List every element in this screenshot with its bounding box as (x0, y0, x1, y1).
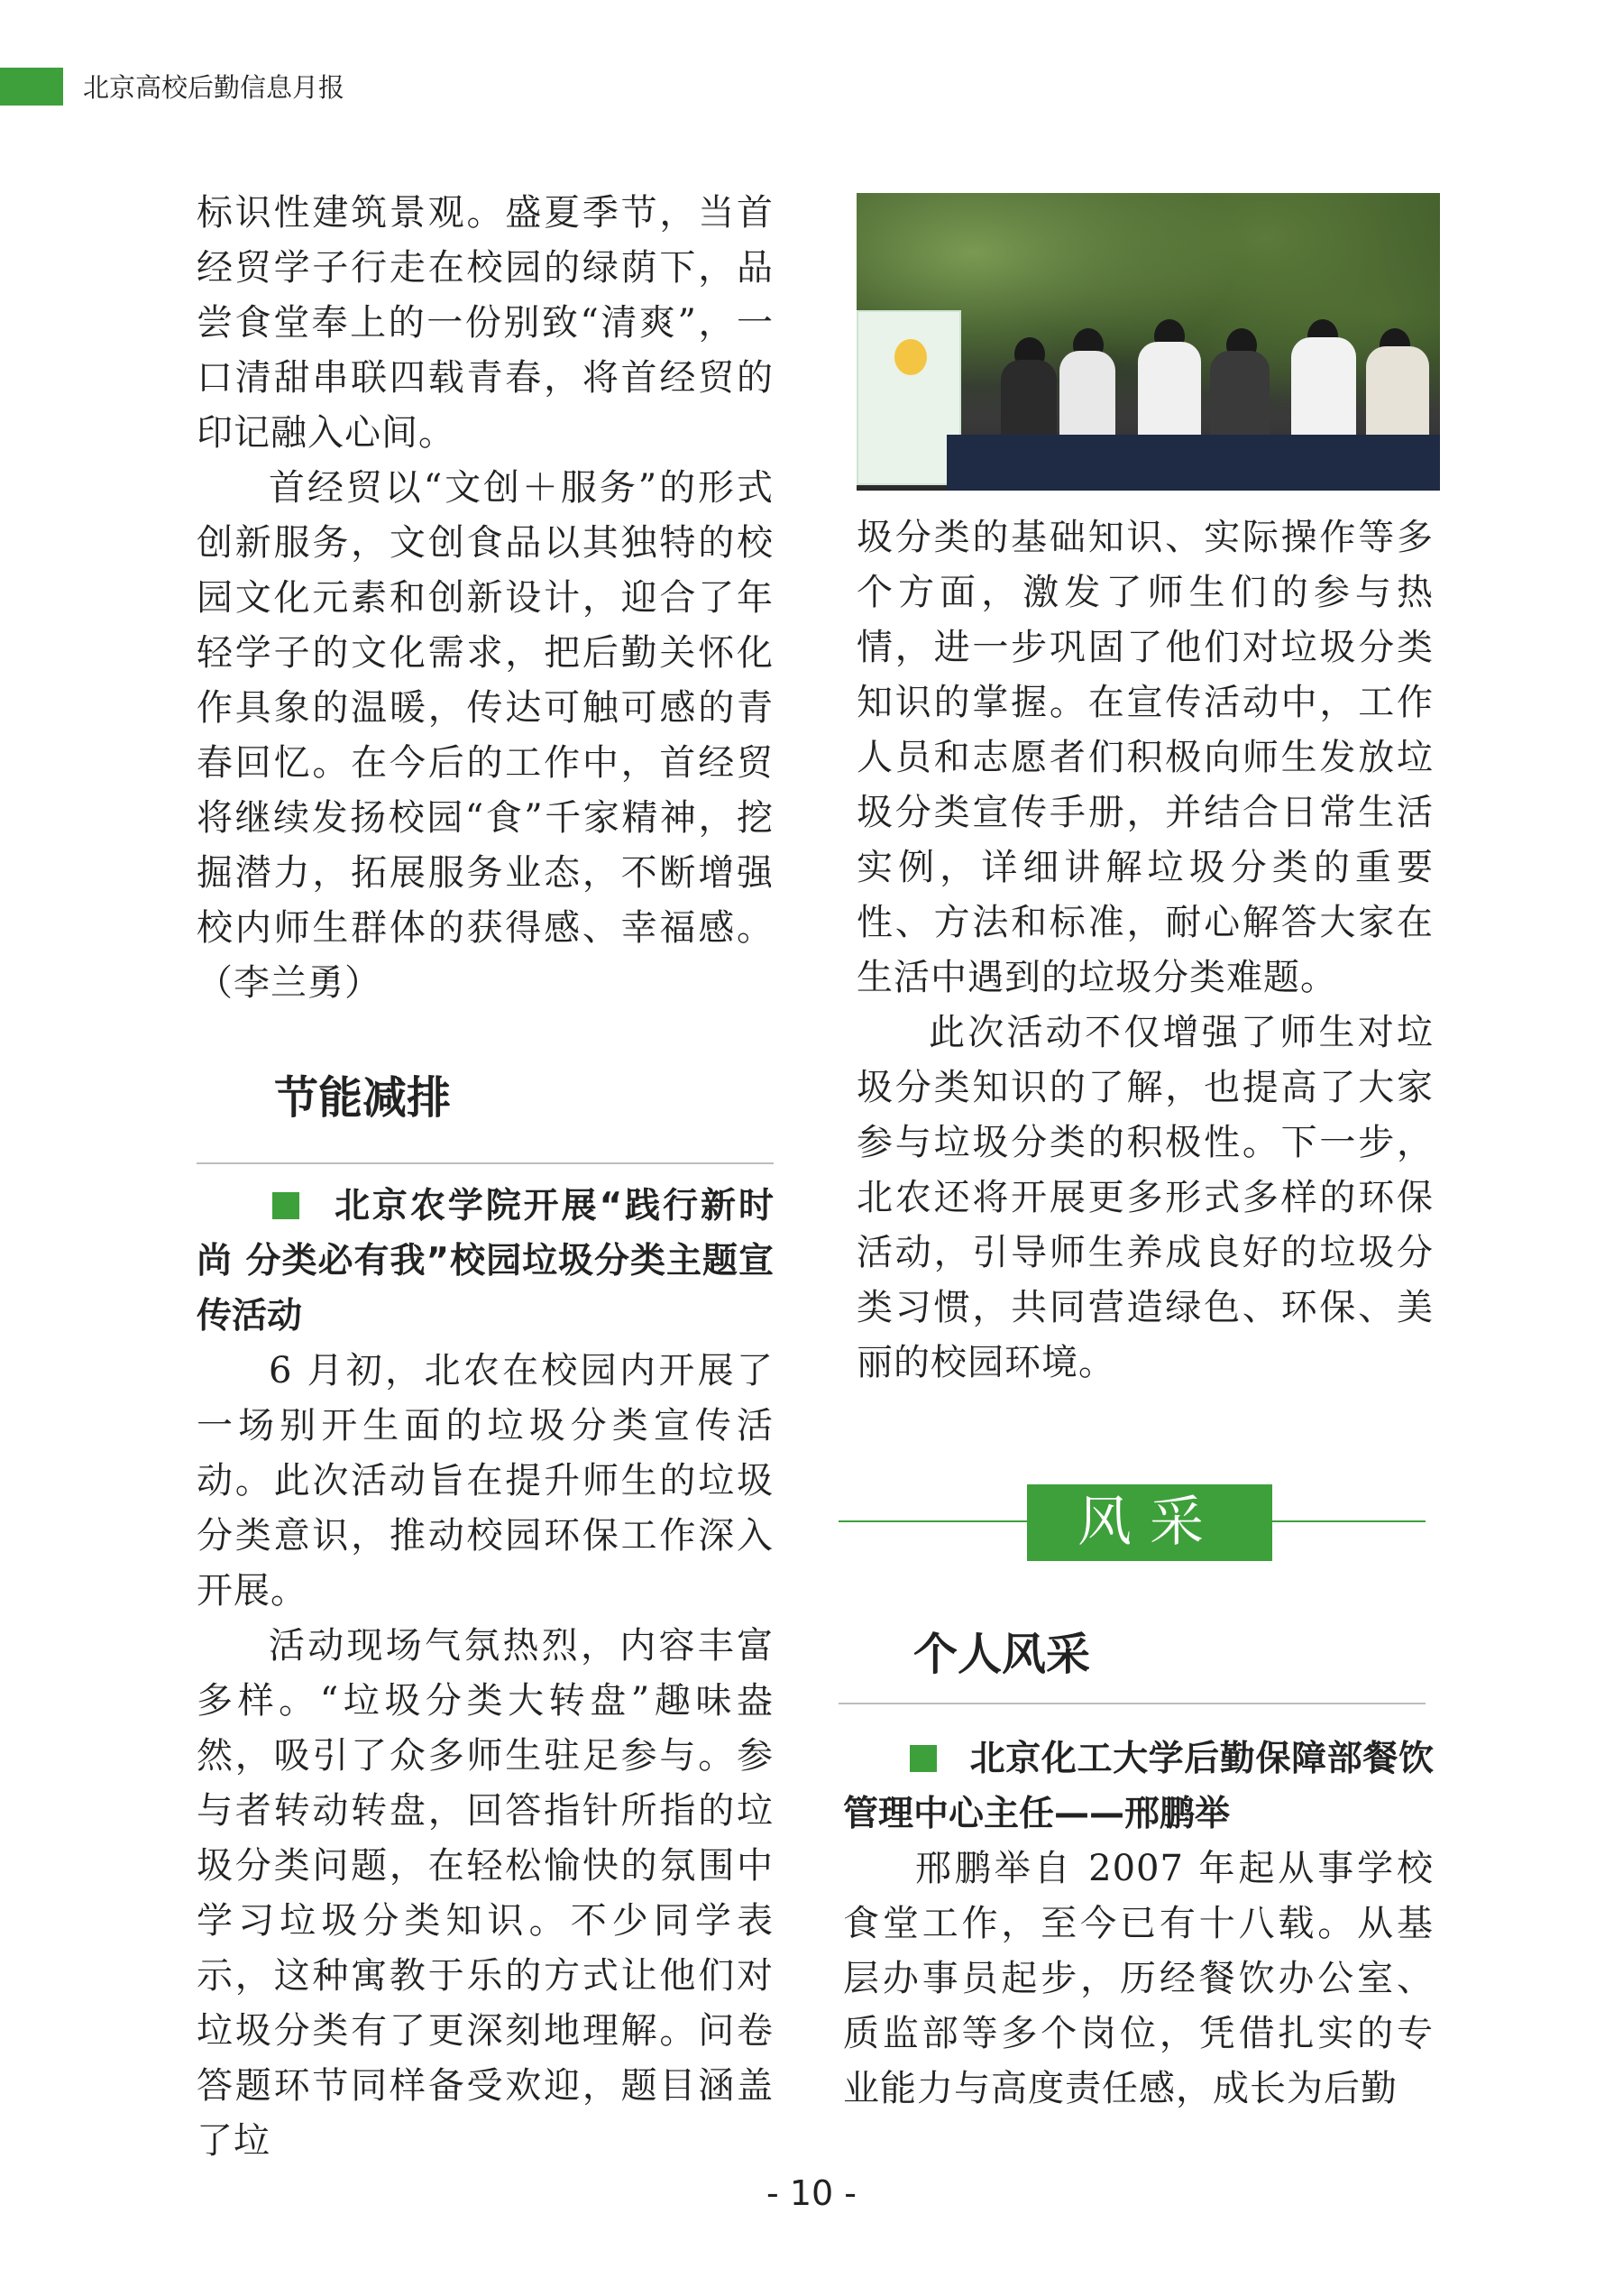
left-column (197, 186, 774, 2169)
section-badge: 风采 (1027, 1484, 1272, 1561)
badge-line-right (1272, 1520, 1426, 1522)
page-number: - 10 - (766, 2173, 857, 2213)
intro-paragraph-2: 首经贸以“文创＋服务”的形式创新服务，文创食品以其独特的校园文化元素和创新设计，迎合了年轻学子的文化需求，把后勤关怀化作具象的温暖，传达可触可感的青春回忆。在今后的工作中，首经贸将继续发扬校园“食”千家精神，挖掘潜力，拓展服务业态，不断增强校内师生群体的获得感、幸福感。（李兰勇） (197, 467, 774, 1004)
article-title-text: 北京化工大学后勤保障部餐饮管理中心主任——邢鹏举 (843, 1739, 1434, 1834)
article-paragraph-buct-1: 邢鹏举自 2007 年起从事学校食堂工作，至今已有十八载。从基层办事员起步，历经餐饮办公室、质监部等多个岗位，凭借扎实的专业能力与高度责任感，成长为后勤 (843, 1848, 1434, 2109)
article-title-text: 北京农学院开展“践行新时尚 分类必有我”校园垃圾分类主题宣传活动 (197, 1186, 774, 1336)
badge-line-left (839, 1520, 1028, 1522)
section-title-energy: 节能减排 (274, 1072, 452, 1124)
continued-paragraph-2: 此次活动不仅增强了师生对垃圾分类知识的了解，也提高了大家参与垃圾分类的积极性。下一步，北农还将开展更多形式多样的环保活动，引导师生养成良好的垃圾分类习惯，共同营造绿色、环保、美丽的校园环境。 (857, 1012, 1434, 1383)
poster-board (857, 310, 961, 485)
display-table (947, 435, 1440, 491)
article-title-buct (843, 1731, 1434, 1841)
continued-paragraph-1: 圾分类的基础知识、实际操作等多个方面，激发了师生们的参与热情，进一步巩固了他们对垃圾分类知识的掌握。在宣传活动中，工作人员和志愿者们积极向师生发放垃圾分类宣传手册，并结合日常生活实例，详细讲解垃圾分类的重要性、方法和标准，耐心解答大家在生活中遇到的垃圾分类难题。 (857, 517, 1434, 998)
intro-paragraph-1: 标识性建筑景观。盛夏季节，当首经贸学子行走在校园的绿荫下，品尝食堂奉上的一份别致“清爽”，一口清甜串联四载青春，将首经贸的印记融入心间。 (197, 192, 774, 454)
square-bullet-icon (910, 1745, 937, 1772)
section-rule-right (839, 1703, 1426, 1704)
article-paragraph-2: 活动现场气氛热烈，内容丰富多样。“垃圾分类大转盘”趣味盎然，吸引了众多师生驻足参与。参与者转动转盘，回答指针所指的垃圾分类问题，在轻松愉快的氛围中学习垃圾分类知识。不少同学表示，这种寓教于乐的方式让他们对垃圾分类有了更深刻地理解。问卷答题环节同样备受欢迎，题目涵盖了垃 (197, 1625, 774, 2162)
square-bullet-icon (272, 1192, 299, 1219)
section-rule (197, 1162, 774, 1164)
right-column-bottom (843, 1731, 1434, 2117)
event-photo (857, 193, 1440, 491)
right-column-top (857, 510, 1434, 1391)
article-title-bua (197, 1179, 774, 1344)
header-accent-bar (0, 68, 63, 106)
publication-title: 北京高校后勤信息月报 (83, 72, 345, 103)
article-paragraph-1: 6 月初，北农在校园内开展了一场别开生面的垃圾分类宣传活动。此次活动旨在提升师生的垃圾分类意识，推动校园环保工作深入开展。 (197, 1350, 774, 1612)
section-title-personal: 个人风采 (913, 1629, 1091, 1680)
